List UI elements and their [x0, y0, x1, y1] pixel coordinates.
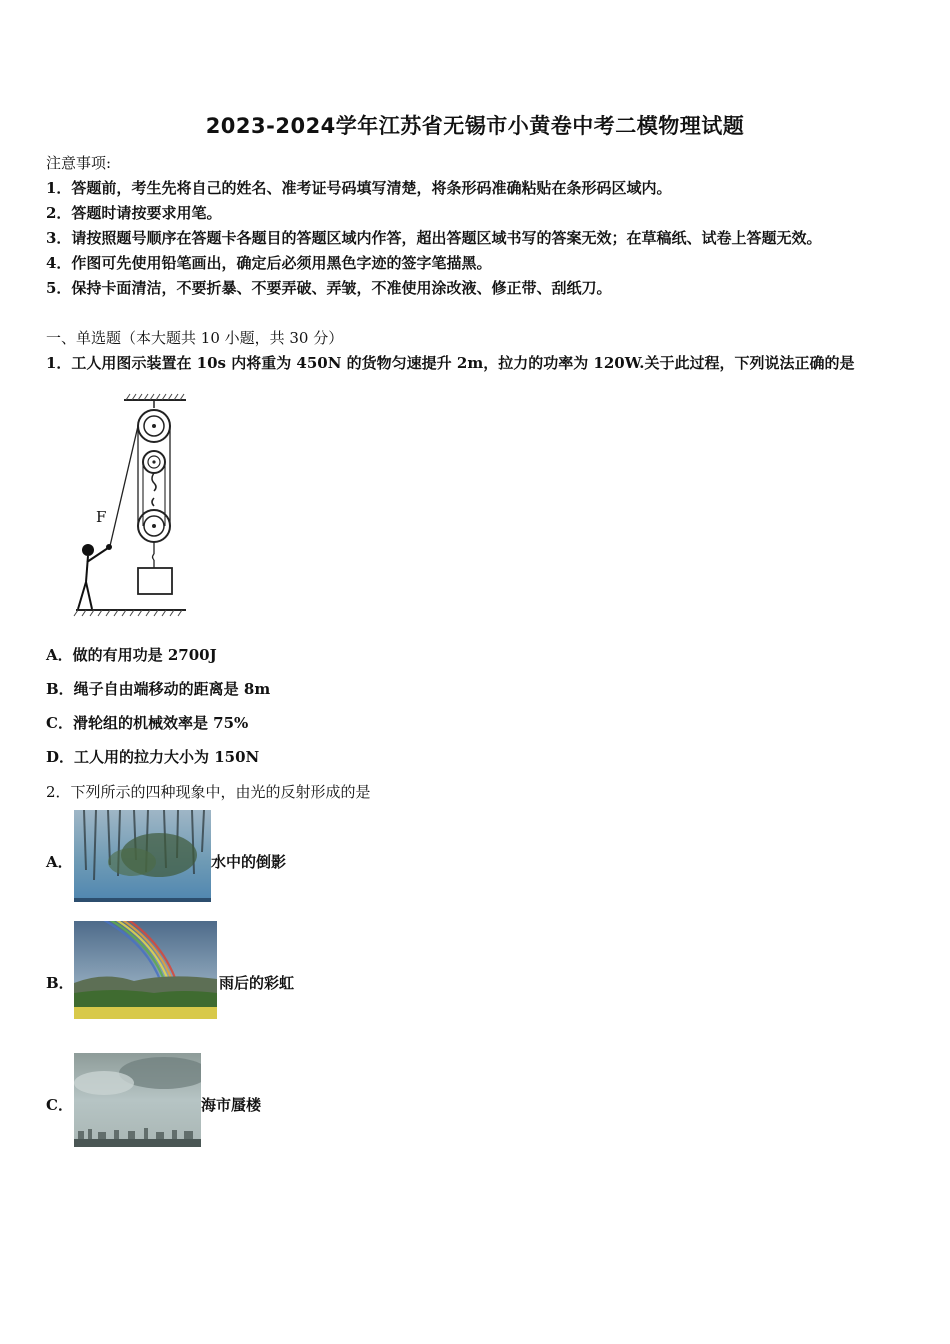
q2-option-c-letter: C． [46, 1096, 73, 1114]
note-item: 2．答题时请按要求用笔。 [46, 204, 222, 222]
section-heading: 一、单选题（本大题共 10 小题，共 30 分） [46, 329, 344, 347]
q2-option-b-caption: 雨后的彩虹 [219, 974, 295, 992]
page-title: 2023-2024学年江苏省无锡市小黄卷中考二模物理试题 [205, 114, 745, 138]
note-item: 1．答题前，考生先将自己的姓名、准考证号码填写清楚，将条形码准确粘贴在条形码区域内。 [46, 179, 672, 197]
pulley-diagram [70, 392, 200, 622]
question-2-stem: 2．下列所示的四种现象中，由光的反射形成的是 [46, 783, 371, 801]
option-d: D．工人用的拉力大小为 150N [46, 748, 260, 766]
note-item: 5．保持卡面清洁，不要折暴、不要弄破、弄皱，不准使用涂改液、修正带、刮纸刀。 [46, 279, 612, 297]
q2-option-c-caption: 海市蜃楼 [201, 1096, 262, 1114]
water-reflection-photo [74, 810, 211, 902]
note-item: 4．作图可先使用铅笔画出，确定后必须用黑色字迹的签字笔描黑。 [46, 254, 492, 272]
note-item: 3．请按照题号顺序在答题卡各题目的答题区域内作答，超出答题区域书写的答案无效；在草稿纸、试卷上答题无效。 [46, 229, 822, 247]
option-c: C．滑轮组的机械效率是 75% [46, 714, 249, 732]
q2-option-a-letter: A． [46, 853, 73, 871]
option-a: A．做的有用功是 2700J [46, 646, 217, 664]
question-1-stem: 1．工人用图示装置在 10s 内将重为 450N 的货物匀速提升 2m，拉力的功率为 120W.关于此过程，下列说法正确的是 [46, 354, 855, 372]
q2-option-a-caption: 水中的倒影 [211, 853, 287, 871]
notes-heading: 注意事项: [46, 154, 112, 172]
option-b: B．绳子自由端移动的距离是 8m [46, 680, 271, 698]
force-label: F [96, 508, 107, 526]
rainbow-photo [74, 921, 217, 1019]
q2-option-b-letter: B． [46, 974, 74, 992]
mirage-photo [74, 1053, 201, 1147]
